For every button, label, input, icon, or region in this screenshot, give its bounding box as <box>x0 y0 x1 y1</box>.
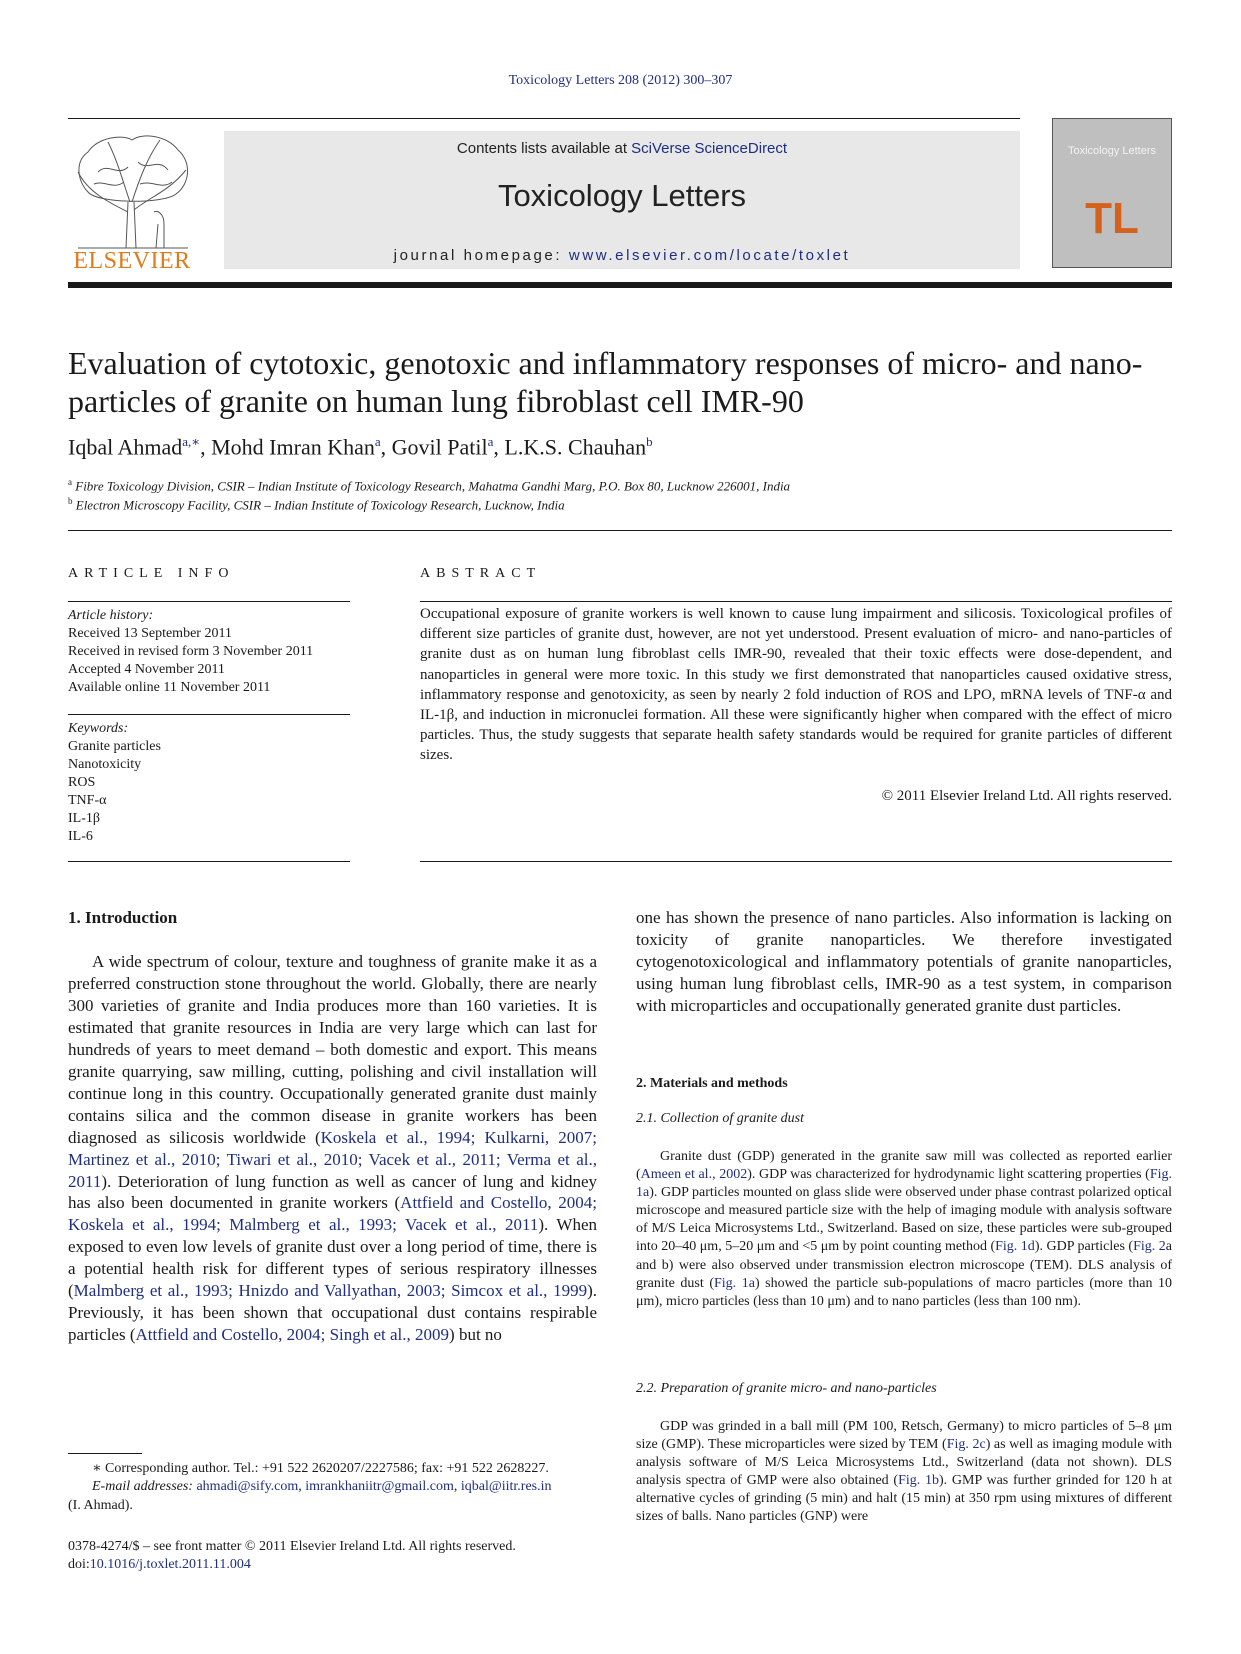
author-affiliation-marker[interactable]: b <box>646 434 653 449</box>
journal-cover-thumbnail[interactable] <box>1052 118 1172 268</box>
introduction-continued-paragraph: one has shown the presence of nano particles. Also information is lacking on toxicity of granite nanoparticles. We therefore investigated cytogenotoxicological and inflammatory potentials of granite nanoparticles, using human lung fibroblast cells, IMR-90 as a test system, in comparison with microparticles and occupationally generated granite dust particles. <box>636 908 1172 1015</box>
front-matter <box>68 1538 597 1575</box>
article-history <box>68 607 348 697</box>
paragraph-text: A wide spectrum of colour, texture and toughness of granite make it as a preferred construction stone throughout the world. Globally, there are nearly 300 varieties of granite and India produces more than 160 varieties. It is estimated that granite resources in India are very large which can last for hundreds of years to meet demand – both domestic and export. This means granite quarrying, saw milling, cutting, polishing and civil installation will continue long in this country. Occupationally generated granite dust mainly contains silica and the common disease in granite workers has been diagnosed as silicosis worldwide ( <box>68 952 597 1147</box>
footnote-divider <box>68 1453 142 1454</box>
author-affiliation-marker[interactable]: a,∗ <box>182 434 201 449</box>
email-line: E-mail addresses: ahmadi@sify.com, imrankhaniitr@gmail.com, iqbal@iitr.res.in <box>92 1479 552 1495</box>
homepage-prefix: journal homepage: <box>393 247 569 264</box>
paragraph-text: ). GDP particles mounted on glass slide were observed under phase contrast polarized optical microscope and measured particle size with the help of imaging module with analysis software of M/S Leica Microsystems Ltd., Switzerland. Based on size, these particles were sub-grouped into 20–40 μm, 5–20 μm and <5 μm by point counting method ( <box>636 1185 1172 1255</box>
publisher-name: ELSEVIER <box>73 248 191 274</box>
citation-link[interactable]: Fig. 2c <box>946 1437 986 1453</box>
history-item: Accepted 4 November 2011 <box>68 662 225 677</box>
preparation-paragraph <box>636 1418 1172 1527</box>
abstract-text: Occupational exposure of granite workers is well known to cause lung impairment and silicosis. Toxicological profiles of different size particles of granite dust, however, are not yet understood. Present evaluation of micro- and nano-particles of granite dust as on human lung fibroblast cells IMR-90, revealed that their toxic effects were dose-dependent, and nanoparticles in general were more toxic. In this study we first demonstrated that nanoparticles caused oxidative stress, inflammatory response and genotoxicity, as seen by nearly 2 fold induction of ROS and LPO, mRNA levels of TNF-α and IL-1β, and induction in micronuclei formation. All these were significantly higher when compared with the effect of micro particles. Thus, the study suggests that separate health safety standards would be required for granite particles of different sizes. <box>420 606 1172 764</box>
citation-link[interactable]: Ameen et al., 2002 <box>640 1167 748 1183</box>
citation-link[interactable]: Attfield and Costello, 2004; Koskela et al., 1994; Malmberg et al., 1993; Vacek et al., 2011 <box>68 1193 597 1235</box>
collection-subheading: 2.1. Collection of granite dust <box>636 1111 804 1126</box>
header-divider <box>68 118 1020 119</box>
author-list: Iqbal Ahmad$^{a,∗}$, Mohd Imran Khan$^a$, Govil Patil$^a$, L.K.S. Chauhan$^b$ <box>68 434 653 460</box>
journal-masthead <box>224 131 1020 269</box>
email-link[interactable]: ahmadi@sify.com <box>196 1479 299 1495</box>
history-item: Received 13 September 2011 <box>68 626 232 641</box>
author-name: Iqbal Ahmad <box>68 434 183 460</box>
history-item: Received in revised form 3 November 2011 <box>68 644 314 659</box>
citation-link[interactable]: Koskela et al., 1994; Kulkarni, 2007; Martinez et al., 2010; Tiwari et al., 2010; Vacek et al., 2011; Verma et al., 2011 <box>68 1127 597 1191</box>
citation-link[interactable]: Malmberg et al., 1993; Hnizdo and Vallyathan, 2003; Simcox et al., 1999 <box>73 1281 588 1301</box>
doi-link[interactable]: 10.1016/j.toxlet.2011.11.004 <box>89 1557 251 1573</box>
article-info-heading: ARTICLE INFO <box>68 566 235 581</box>
citation-link[interactable]: Fig. 1d <box>995 1239 1035 1255</box>
paragraph-text: a and b) were also observed under transmission electron microscope (TEM). DLS analysis of granite dust ( <box>636 1239 1172 1291</box>
abstract-bottom-divider <box>420 861 1172 862</box>
author-affiliation-marker[interactable]: a <box>487 434 494 449</box>
corresponding-author-footnote <box>68 1460 597 1515</box>
contents-line <box>224 140 1020 157</box>
keyword-item: Nanotoxicity <box>68 757 142 772</box>
article-info-divider <box>68 601 350 602</box>
paragraph-text: ). GMP was further grinded for 120 h at alternative cycles of grinding (5 min) and halt (15 min) at 350 rpm using mixtures of different sizes of balls. Nano particles (GNP) were <box>636 1473 1172 1525</box>
affiliation-a: $^a$ Fibre Toxicology Division, CSIR – Indian Institute of Toxicology Research, Mahatma Gandhi Marg, P.O. Box 80, Lucknow 226001, India <box>68 477 791 494</box>
paragraph-text: ) as well as imaging module with analysis software of M/S Leica Microsystems Ltd., Switzerland (data not shown). DLS analysis spectra of GMP were also obtained ( <box>636 1437 1172 1489</box>
title-divider <box>68 530 1172 531</box>
paragraph-text: ) showed the particle sub-populations of macro particles (more than 10 μm), micro particles (less than 10 μm) and to nano particles (less than 100 nm). <box>636 1275 1173 1309</box>
author-name: Mohd Imran Khan <box>211 434 375 460</box>
citation-link[interactable]: Fig. 1a <box>636 1167 1172 1201</box>
journal-title: Toxicology Letters <box>497 178 747 213</box>
cover-title: Toxicology Letters <box>1067 145 1157 157</box>
history-label: Article history: <box>68 608 154 623</box>
paragraph-text: ). Previously, it has been shown that occupational dust contains respirable particles ( <box>68 1281 597 1345</box>
paragraph-text: ) but no <box>449 1325 502 1345</box>
abstract-heading: ABSTRACT <box>420 566 542 581</box>
affiliation-b: $^b$ Electron Microscopy Facility, CSIR – Indian Institute of Toxicology Research, Lucknow, India <box>68 496 565 513</box>
citation-link[interactable]: Fig. 1a <box>713 1275 755 1291</box>
article-title: Evaluation of cytotoxic, genotoxic and inflammatory responses of micro- and nano-particles of granite on human lung fibroblast cell IMR-90 <box>68 345 1143 419</box>
author-name: Govil Patil <box>391 434 488 460</box>
keyword-item: IL-1β <box>68 811 100 826</box>
paragraph-text: GDP was grinded in a ball mill (PM 100, Retsch, Germany) to micro particles of 5–8 μm size (GMP). These microparticles were sized by TEM ( <box>636 1419 1172 1453</box>
paragraph-text: ). When exposed to even low levels of granite dust over a long period of time, there is a potential health risk for different types of serious respiratory illnesses ( <box>68 1215 597 1301</box>
homepage-link[interactable]: www.elsevier.com/locate/toxlet <box>568 247 851 264</box>
citation-link[interactable]: Fig. 2 <box>1133 1239 1166 1255</box>
abstract-divider <box>420 601 1172 602</box>
abstract-copyright: © 2011 Elsevier Ireland Ltd. All rights reserved. <box>881 788 1172 804</box>
keyword-item: IL-6 <box>68 829 93 844</box>
paragraph-text: ). GDP particles ( <box>1034 1239 1134 1255</box>
sciencedirect-link[interactable]: SciVerse ScienceDirect <box>631 140 788 157</box>
paragraph-text: Granite dust (GDP) generated in the granite saw mill was collected as reported earlier ( <box>636 1149 1172 1183</box>
paragraph-text: ). Deterioration of lung function as well as cancer of lung and kidney has also been documented in granite workers ( <box>68 1171 597 1213</box>
email-link[interactable]: imrankhaniitr@gmail.com <box>305 1479 454 1495</box>
preparation-subheading: 2.2. Preparation of granite micro- and nano-particles <box>636 1381 937 1396</box>
paragraph-text: ). GDP was characterized for hydrodynamic light scattering properties ( <box>747 1167 1150 1183</box>
collection-paragraph <box>636 1148 1172 1311</box>
article-info-bottom-divider <box>68 861 350 862</box>
keyword-item: TNF-α <box>68 793 107 808</box>
email-label: E-mail addresses: <box>92 1479 197 1495</box>
history-item: Available online 11 November 2011 <box>68 680 271 695</box>
email-tail: (I. Ahmad). <box>68 1497 133 1513</box>
keyword-item: Granite particles <box>68 739 161 754</box>
citation-link[interactable]: Fig. 1b <box>898 1473 939 1489</box>
email-link[interactable]: iqbal@iitr.res.in <box>460 1479 552 1495</box>
introduction-paragraph <box>68 951 597 1346</box>
keywords-block <box>68 720 348 846</box>
citation-link[interactable]: Attfield and Costello, 2004; Singh et al., 2009 <box>135 1325 450 1345</box>
contents-prefix: Contents lists available at <box>456 140 632 157</box>
journal-reference[interactable]: Toxicology Letters 208 (2012) 300–307 <box>508 73 733 88</box>
keywords-divider <box>68 714 350 715</box>
homepage-line <box>224 247 1020 264</box>
issn-line: 0378-4274/$ – see front matter © 2011 Elsevier Ireland Ltd. All rights reserved. <box>68 1539 516 1554</box>
cover-logo: TL <box>1085 194 1139 243</box>
corresponding-author-line: ∗ Corresponding author. Tel.: +91 522 2620207/2227586; fax: +91 522 2628227. <box>92 1461 549 1476</box>
doi-line: doi:10.1016/j.toxlet.2011.11.004 <box>68 1557 251 1573</box>
introduction-heading: 1. Introduction <box>68 908 178 927</box>
keyword-item: ROS <box>68 775 96 790</box>
keywords-label: Keywords: <box>68 721 129 736</box>
author-affiliation-marker[interactable]: a <box>374 434 381 449</box>
materials-methods-heading: 2. Materials and methods <box>636 1076 788 1091</box>
author-name: L.K.S. Chauhan <box>504 434 647 460</box>
header-thick-divider <box>68 282 1172 288</box>
